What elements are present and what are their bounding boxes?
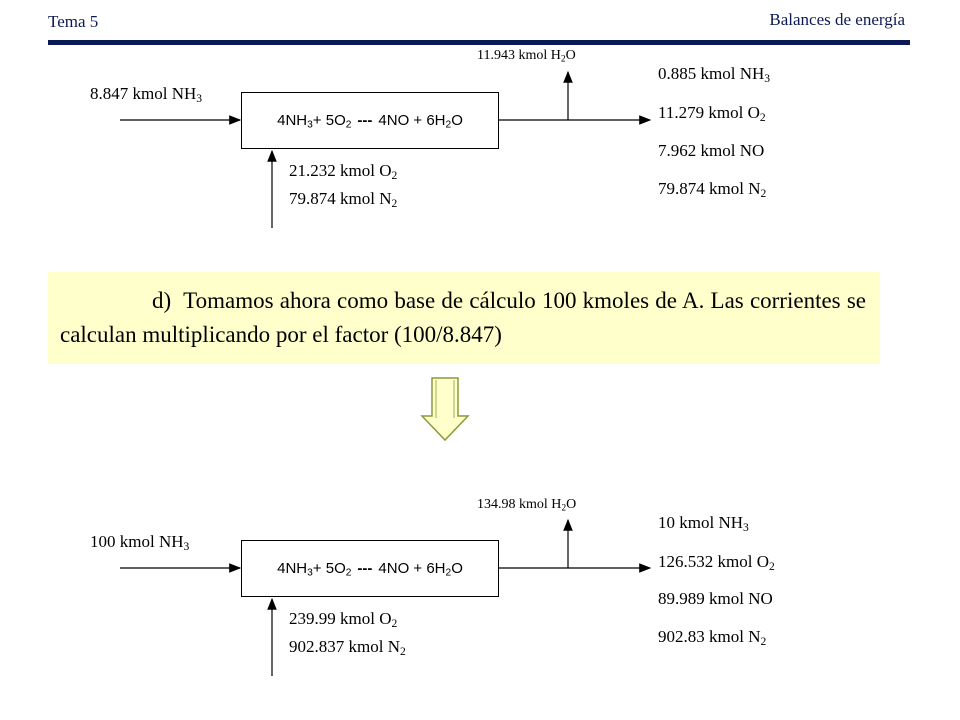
feed-nh3-label: 100 kmol $NH_3$ [90,532,190,553]
reactor-box [241,540,499,597]
header-subject: Balances de energía [769,10,905,29]
flow-diagram-basis-100 [0,450,960,660]
feed-o2-label: 239.99 kmol $O_2$ [289,609,398,630]
feed-o2-label: 21.232 kmol $O_2$ [289,161,398,182]
reaction-equation: $4NH_3+ 5O_2$ --- $4NO + 6H_2O$ [277,560,463,579]
out-o2-label: 126.532 kmol $O_2$ [658,552,775,573]
out-nh3-label: 10 kmol $NH_3$ [658,513,749,534]
reaction-equation: $4NH_3+ 5O_2$ --- $4NO + 6H_2O$ [277,112,463,131]
out-no-label: 7.962 kmol NO [658,141,765,160]
callout-text: Tomamos ahora como base de cálculo 100 kmoles de A. Las corrientes se calculan multiplicando por el factor (100/8.847) [60,288,866,347]
out-n2-label: 79.874 kmol $N_2$ [658,179,767,200]
down-arrow-icon [420,376,470,442]
out-o2-label: 11.279 kmol $O_2$ [658,103,766,124]
reactor-box [241,92,499,149]
water-out-label: 11.943 kmol $H_2O$ [477,48,576,65]
flow-diagram-basis-1 [0,0,960,210]
out-n2-label: 902.83 kmol $N_2$ [658,627,767,648]
callout-step-d [48,272,880,364]
out-no-label: 89.989 kmol NO [658,589,773,608]
out-nh3-label: 0.885 kmol $NH_3$ [658,64,771,85]
water-out-label: 134.98 kmol $H_2O$ [477,497,577,514]
feed-n2-label: 79.874 kmol $N_2$ [289,189,398,210]
feed-n2-label: 902.837 kmol $N_2$ [289,637,406,658]
feed-nh3-label: 8.847 kmol $NH_3$ [90,84,203,105]
header-topic: Tema 5 [48,12,99,31]
callout-marker: d) [152,288,172,313]
